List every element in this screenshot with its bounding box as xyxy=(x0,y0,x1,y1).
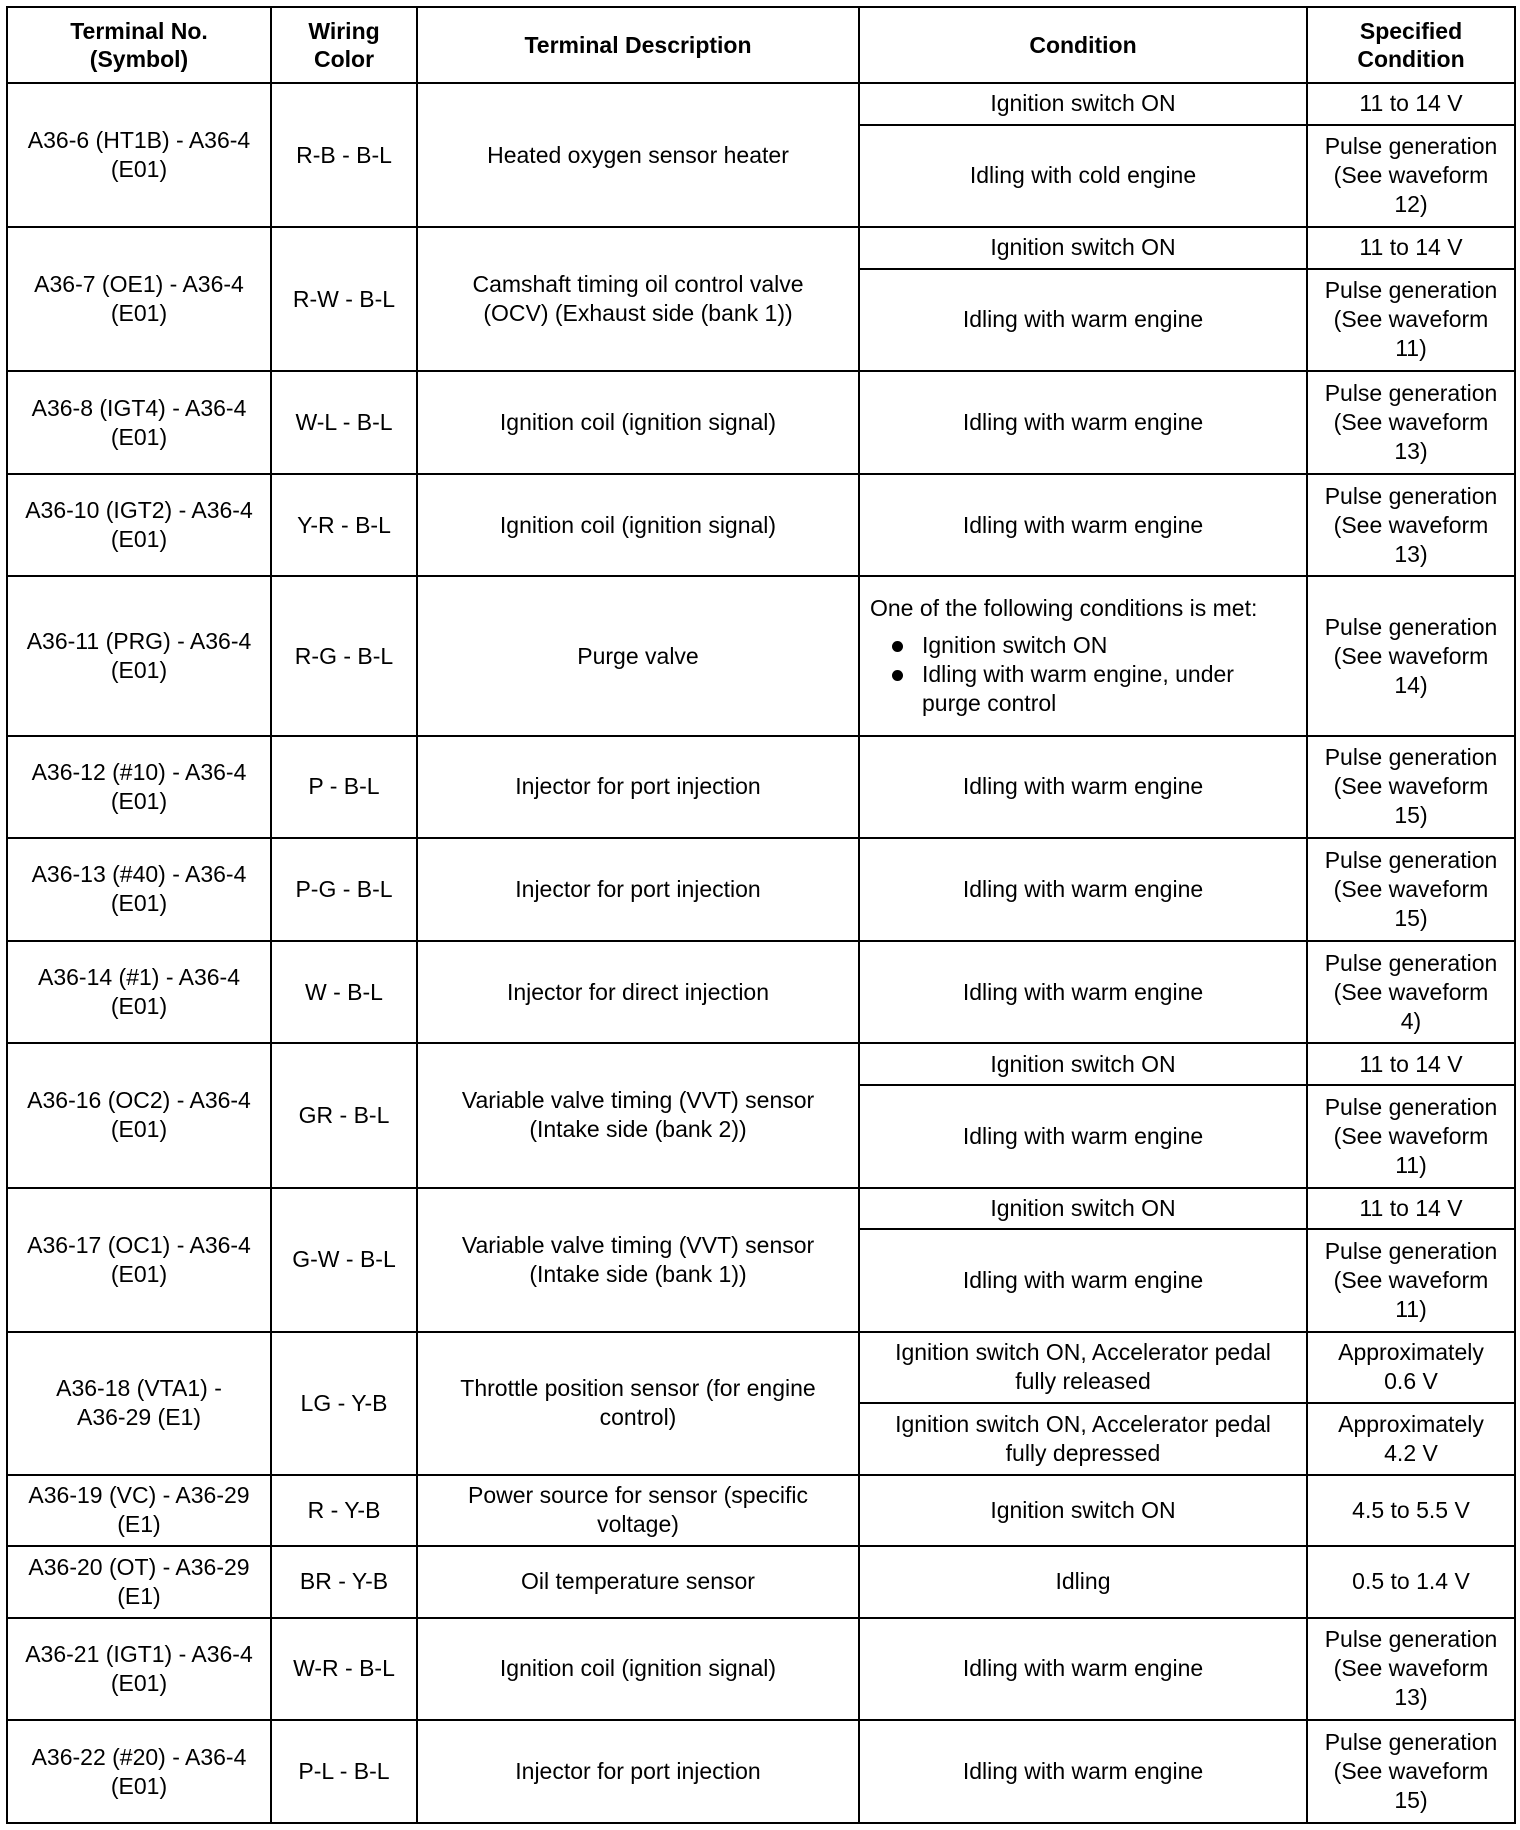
table-row xyxy=(7,941,1515,1044)
wiring-color-cell: R-W - B-L xyxy=(271,227,417,371)
condition-bullet-list xyxy=(870,631,1296,718)
table-row xyxy=(7,1188,1515,1230)
table-row xyxy=(7,1618,1515,1721)
header-wiring-color: Wiring Color xyxy=(271,7,417,83)
condition-cell: Idling with warm engine xyxy=(859,1229,1307,1332)
specified-condition-cell: 4.5 to 5.5 V xyxy=(1307,1475,1515,1546)
specified-condition-cell: Pulse generation (See waveform 11) xyxy=(1307,1229,1515,1332)
specified-condition-cell: Pulse generation (See waveform 13) xyxy=(1307,371,1515,474)
terminal-cell: A36-7 (OE1) - A36-4 (E01) xyxy=(7,227,271,371)
condition-cell: Idling xyxy=(859,1546,1307,1617)
description-cell: Heated oxygen sensor heater xyxy=(417,83,859,227)
specified-condition-cell: 11 to 14 V xyxy=(1307,1188,1515,1230)
description-cell: Variable valve timing (VVT) sensor (Intake side (bank 1)) xyxy=(417,1188,859,1332)
table-row xyxy=(7,474,1515,577)
specified-condition-cell: Pulse generation (See waveform 11) xyxy=(1307,1085,1515,1188)
table-row xyxy=(7,1332,1515,1403)
specified-condition-cell: Pulse generation (See waveform 11) xyxy=(1307,269,1515,372)
specified-condition-cell: 11 to 14 V xyxy=(1307,83,1515,125)
table-row xyxy=(7,371,1515,474)
specified-condition-cell: Pulse generation (See waveform 14) xyxy=(1307,576,1515,735)
table-row xyxy=(7,83,1515,125)
condition-cell: Idling with warm engine xyxy=(859,838,1307,941)
terminal-cell: A36-14 (#1) - A36-4 (E01) xyxy=(7,941,271,1044)
table-row xyxy=(7,1043,1515,1085)
description-cell: Injector for port injection xyxy=(417,736,859,839)
terminal-cell: A36-11 (PRG) - A36-4 (E01) xyxy=(7,576,271,735)
condition-cell: Ignition switch ON xyxy=(859,1043,1307,1085)
condition-cell: Idling with warm engine xyxy=(859,269,1307,372)
condition-bullet-item: Ignition switch ON xyxy=(870,631,1296,660)
specified-condition-cell: 11 to 14 V xyxy=(1307,1043,1515,1085)
wiring-color-cell: LG - Y-B xyxy=(271,1332,417,1475)
specified-condition-cell: Pulse generation (See waveform 12) xyxy=(1307,125,1515,228)
condition-cell: Idling with warm engine xyxy=(859,474,1307,577)
terminal-cell: A36-19 (VC) - A36-29 (E1) xyxy=(7,1475,271,1546)
condition-cell: Idling with warm engine xyxy=(859,1720,1307,1823)
table-row xyxy=(7,736,1515,839)
condition-cell: Idling with warm engine xyxy=(859,371,1307,474)
condition-cell xyxy=(859,576,1307,735)
specified-condition-cell: 11 to 14 V xyxy=(1307,227,1515,269)
wiring-color-cell: W-L - B-L xyxy=(271,371,417,474)
terminal-cell: A36-13 (#40) - A36-4 (E01) xyxy=(7,838,271,941)
wiring-color-cell: R - Y-B xyxy=(271,1475,417,1546)
condition-bullet-item: Idling with warm engine, under purge control xyxy=(870,660,1296,718)
wiring-color-cell: R-G - B-L xyxy=(271,576,417,735)
wiring-color-cell: BR - Y-B xyxy=(271,1546,417,1617)
condition-cell: Ignition switch ON xyxy=(859,1188,1307,1230)
description-cell: Ignition coil (ignition signal) xyxy=(417,371,859,474)
specified-condition-cell: 0.5 to 1.4 V xyxy=(1307,1546,1515,1617)
wiring-color-cell: P-L - B-L xyxy=(271,1720,417,1823)
wiring-color-cell: W - B-L xyxy=(271,941,417,1044)
header-condition: Condition xyxy=(859,7,1307,83)
header-row xyxy=(7,7,1515,83)
description-cell: Variable valve timing (VVT) sensor (Intake side (bank 2)) xyxy=(417,1043,859,1187)
header-specified-condition: Specified Condition xyxy=(1307,7,1515,83)
specified-condition-cell: Pulse generation (See waveform 15) xyxy=(1307,838,1515,941)
terminal-cell: A36-16 (OC2) - A36-4 (E01) xyxy=(7,1043,271,1187)
terminal-cell: A36-10 (IGT2) - A36-4 (E01) xyxy=(7,474,271,577)
wiring-color-cell: P - B-L xyxy=(271,736,417,839)
description-cell: Injector for direct injection xyxy=(417,941,859,1044)
terminal-cell: A36-6 (HT1B) - A36-4 (E01) xyxy=(7,83,271,227)
table-body xyxy=(7,83,1515,1823)
terminal-cell: A36-20 (OT) - A36-29 (E1) xyxy=(7,1546,271,1617)
wiring-color-cell: Y-R - B-L xyxy=(271,474,417,577)
specified-condition-cell: Pulse generation (See waveform 4) xyxy=(1307,941,1515,1044)
terminal-cell: A36-17 (OC1) - A36-4 (E01) xyxy=(7,1188,271,1332)
condition-cell: Idling with cold engine xyxy=(859,125,1307,228)
specified-condition-cell: Approximately 0.6 V xyxy=(1307,1332,1515,1403)
terminal-cell: A36-22 (#20) - A36-4 (E01) xyxy=(7,1720,271,1823)
condition-cell: Ignition switch ON xyxy=(859,227,1307,269)
wiring-color-cell: P-G - B-L xyxy=(271,838,417,941)
description-cell: Purge valve xyxy=(417,576,859,735)
condition-cell: Ignition switch ON xyxy=(859,1475,1307,1546)
specified-condition-cell: Pulse generation (See waveform 15) xyxy=(1307,736,1515,839)
terminal-cell: A36-12 (#10) - A36-4 (E01) xyxy=(7,736,271,839)
header-terminal-description: Terminal Description xyxy=(417,7,859,83)
specified-condition-cell: Pulse generation (See waveform 13) xyxy=(1307,1618,1515,1721)
condition-cell: Idling with warm engine xyxy=(859,736,1307,839)
table-row xyxy=(7,1546,1515,1617)
table-row xyxy=(7,1475,1515,1546)
table-row xyxy=(7,1720,1515,1823)
wiring-color-cell: GR - B-L xyxy=(271,1043,417,1187)
specified-condition-cell: Pulse generation (See waveform 15) xyxy=(1307,1720,1515,1823)
wiring-color-cell: G-W - B-L xyxy=(271,1188,417,1332)
header-terminal: Terminal No. (Symbol) xyxy=(7,7,271,83)
description-cell: Power source for sensor (specific voltage) xyxy=(417,1475,859,1546)
description-cell: Throttle position sensor (for engine control) xyxy=(417,1332,859,1475)
description-cell: Injector for port injection xyxy=(417,838,859,941)
condition-intro: One of the following conditions is met: xyxy=(870,595,1258,621)
condition-cell: Idling with warm engine xyxy=(859,1085,1307,1188)
specified-condition-cell: Pulse generation (See waveform 13) xyxy=(1307,474,1515,577)
description-cell: Oil temperature sensor xyxy=(417,1546,859,1617)
table-row xyxy=(7,838,1515,941)
condition-cell: Idling with warm engine xyxy=(859,941,1307,1044)
terminal-cell: A36-18 (VTA1) - A36-29 (E1) xyxy=(7,1332,271,1475)
description-cell: Injector for port injection xyxy=(417,1720,859,1823)
terminal-cell: A36-8 (IGT4) - A36-4 (E01) xyxy=(7,371,271,474)
condition-cell: Ignition switch ON xyxy=(859,83,1307,125)
wiring-color-cell: W-R - B-L xyxy=(271,1618,417,1721)
condition-cell: Ignition switch ON, Accelerator pedal fully released xyxy=(859,1332,1307,1403)
specified-condition-cell: Approximately 4.2 V xyxy=(1307,1403,1515,1474)
description-cell: Ignition coil (ignition signal) xyxy=(417,1618,859,1721)
condition-cell: Ignition switch ON, Accelerator pedal fully depressed xyxy=(859,1403,1307,1474)
wiring-color-cell: R-B - B-L xyxy=(271,83,417,227)
terminal-cell: A36-21 (IGT1) - A36-4 (E01) xyxy=(7,1618,271,1721)
description-cell: Camshaft timing oil control valve (OCV) (Exhaust side (bank 1)) xyxy=(417,227,859,371)
terminal-spec-table xyxy=(6,6,1516,1824)
table-row xyxy=(7,576,1515,735)
description-cell: Ignition coil (ignition signal) xyxy=(417,474,859,577)
condition-cell: Idling with warm engine xyxy=(859,1618,1307,1721)
table-row xyxy=(7,227,1515,269)
